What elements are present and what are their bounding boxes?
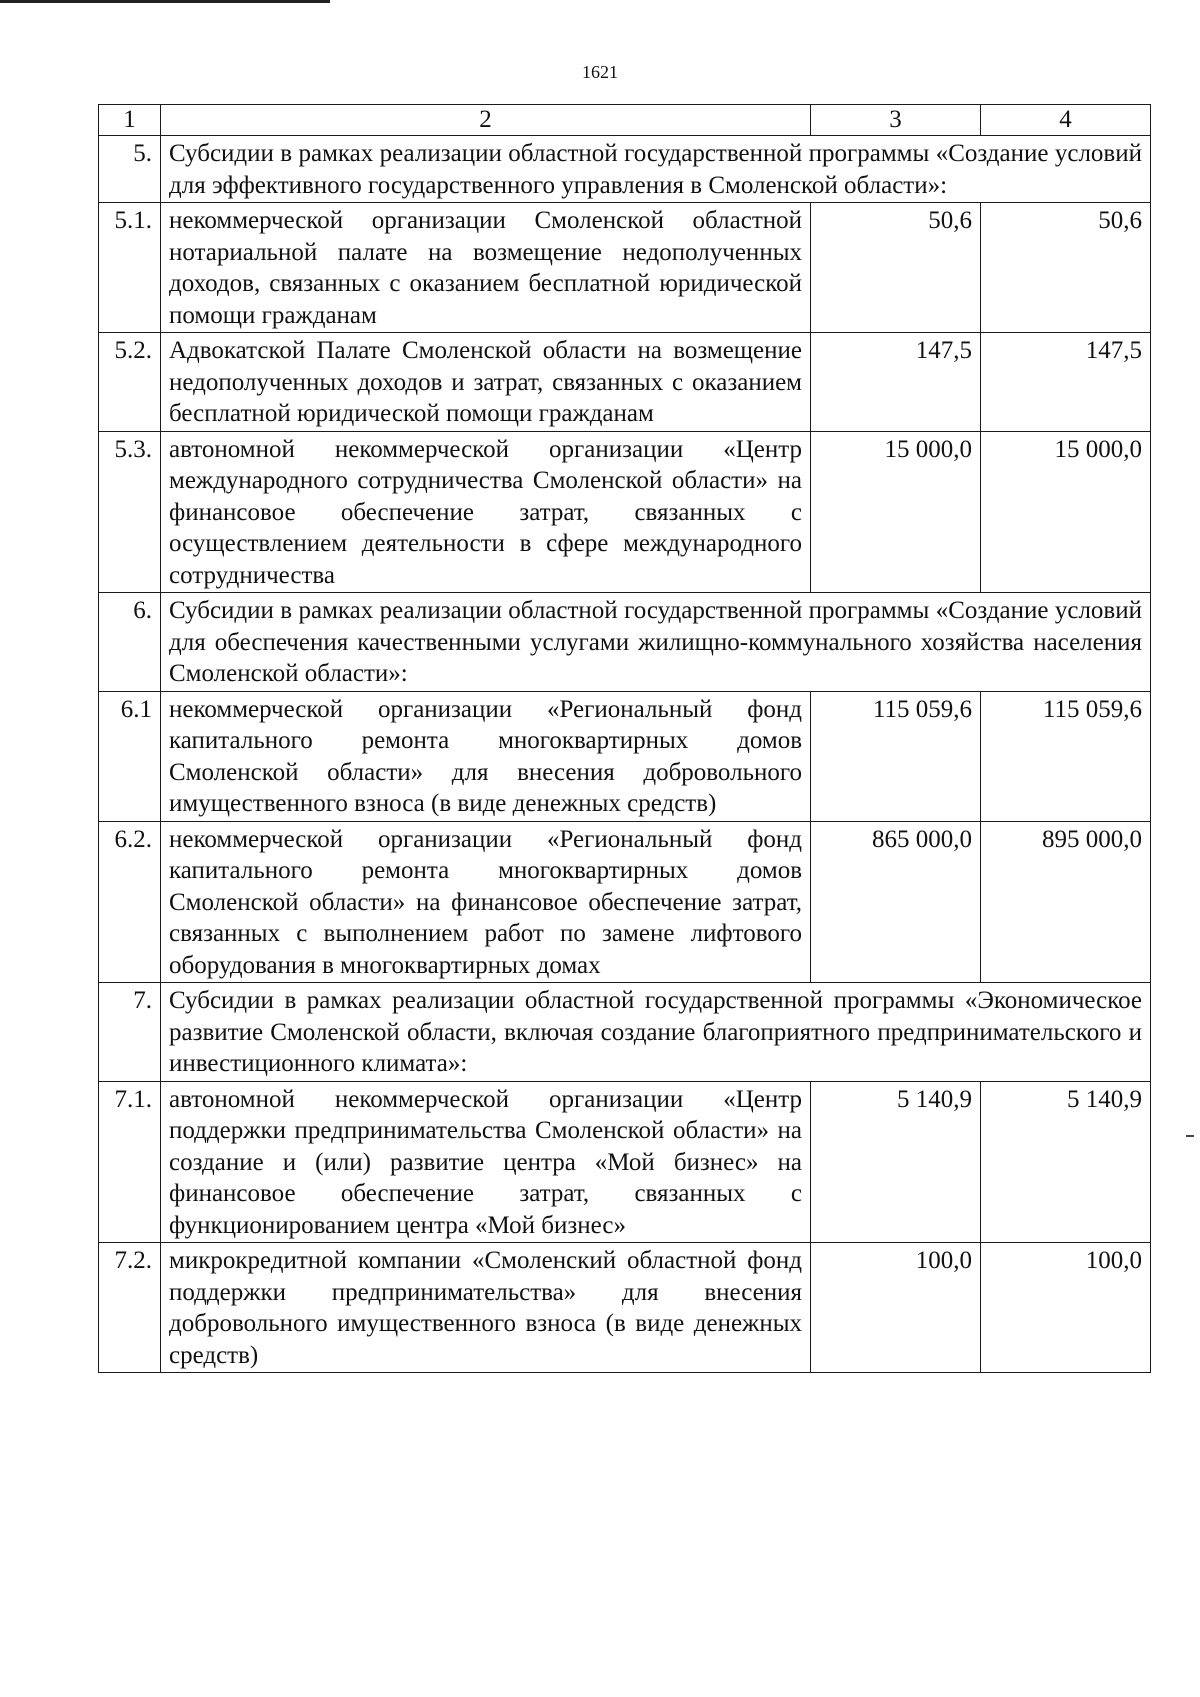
subsidies-table — [98, 104, 1151, 1373]
row-value-col4: 50,6 — [981, 203, 1151, 333]
row-value-col3: 147,5 — [811, 333, 981, 432]
header-col-1: 1 — [99, 105, 161, 136]
table-row — [99, 821, 1151, 983]
row-number: 6.1 — [99, 691, 161, 821]
row-value-col4: 100,0 — [981, 1243, 1151, 1373]
row-number: 5. — [99, 136, 161, 203]
scan-edge-mark — [1186, 1135, 1194, 1137]
section-title: Субсидии в рамках реализации областной государственной программы «Создание условий для обеспечения качественными услугами жилищно-коммунального хозяйства населения Смоленской области»: — [161, 593, 1151, 692]
row-value-col3: 5 140,9 — [811, 1081, 981, 1243]
header-col-2: 2 — [161, 105, 811, 136]
row-number: 7. — [99, 983, 161, 1082]
section-title: Субсидии в рамках реализации областной государственной программы «Экономическое развитие Смоленской области, включая создание благоприятного предпринимательского и инвестиционного климата»: — [161, 983, 1151, 1082]
row-value-col4: 5 140,9 — [981, 1081, 1151, 1243]
row-description: автономной некоммерческой организации «Центр поддержки предпринимательства Смоленской области» на создание и (или) развитие центра «Мой бизнес» на финансовое обеспечение затрат, связанных с функционированием центра «Мой бизнес» — [161, 1081, 811, 1243]
row-number: 5.1. — [99, 203, 161, 333]
row-value-col3: 115 059,6 — [811, 691, 981, 821]
row-value-col4: 115 059,6 — [981, 691, 1151, 821]
section-row — [99, 593, 1151, 692]
row-value-col3: 15 000,0 — [811, 431, 981, 593]
table-row — [99, 691, 1151, 821]
table-row — [99, 333, 1151, 432]
section-row — [99, 136, 1151, 203]
header-col-4: 4 — [981, 105, 1151, 136]
row-value-col4: 147,5 — [981, 333, 1151, 432]
table-row — [99, 203, 1151, 333]
row-description: микрокредитной компании «Смоленский областной фонд поддержки предпринимательства» для внесения добровольного имущественного взноса (в виде денежных средств) — [161, 1243, 811, 1373]
row-description: автономной некоммерческой организации «Центр международного сотрудничества Смоленской области» на финансовое обеспечение затрат, связанных с осуществлением деятельности в сфере международного сотрудничества — [161, 431, 811, 593]
row-number: 7.2. — [99, 1243, 161, 1373]
section-row — [99, 983, 1151, 1082]
row-description: некоммерческой организации «Региональный фонд капитального ремонта многоквартирных домов Смоленской области» на финансовое обеспечение затрат, связанных с выполнением работ по замене лифтового оборудования в многоквартирных домах — [161, 821, 811, 983]
row-number: 6. — [99, 593, 161, 692]
table-row — [99, 1081, 1151, 1243]
row-value-col3: 100,0 — [811, 1243, 981, 1373]
row-value-col3: 50,6 — [811, 203, 981, 333]
table-row — [99, 431, 1151, 593]
section-title: Субсидии в рамках реализации областной государственной программы «Создание условий для эффективного государственного управления в Смоленской области»: — [161, 136, 1151, 203]
row-number: 6.2. — [99, 821, 161, 983]
scan-edge-line — [0, 0, 330, 3]
header-col-3: 3 — [811, 105, 981, 136]
row-number: 5.3. — [99, 431, 161, 593]
row-value-col4: 15 000,0 — [981, 431, 1151, 593]
row-value-col4: 895 000,0 — [981, 821, 1151, 983]
row-description: Адвокатской Палате Смоленской области на возмещение недополученных доходов и затрат, связанных с оказанием бесплатной юридической помощи гражданам — [161, 333, 811, 432]
row-description: некоммерческой организации «Региональный фонд капитального ремонта многоквартирных домов Смоленской области» для внесения добровольного имущественного взноса (в виде денежных средств) — [161, 691, 811, 821]
row-value-col3: 865 000,0 — [811, 821, 981, 983]
row-number: 7.1. — [99, 1081, 161, 1243]
row-number: 5.2. — [99, 333, 161, 432]
page-number: 1621 — [582, 62, 618, 82]
table-header-row — [99, 105, 1151, 136]
table-row — [99, 1243, 1151, 1373]
row-description: некоммерческой организации Смоленской областной нотариальной палате на возмещение недополученных доходов, связанных с оказанием бесплатной юридической помощи гражданам — [161, 203, 811, 333]
